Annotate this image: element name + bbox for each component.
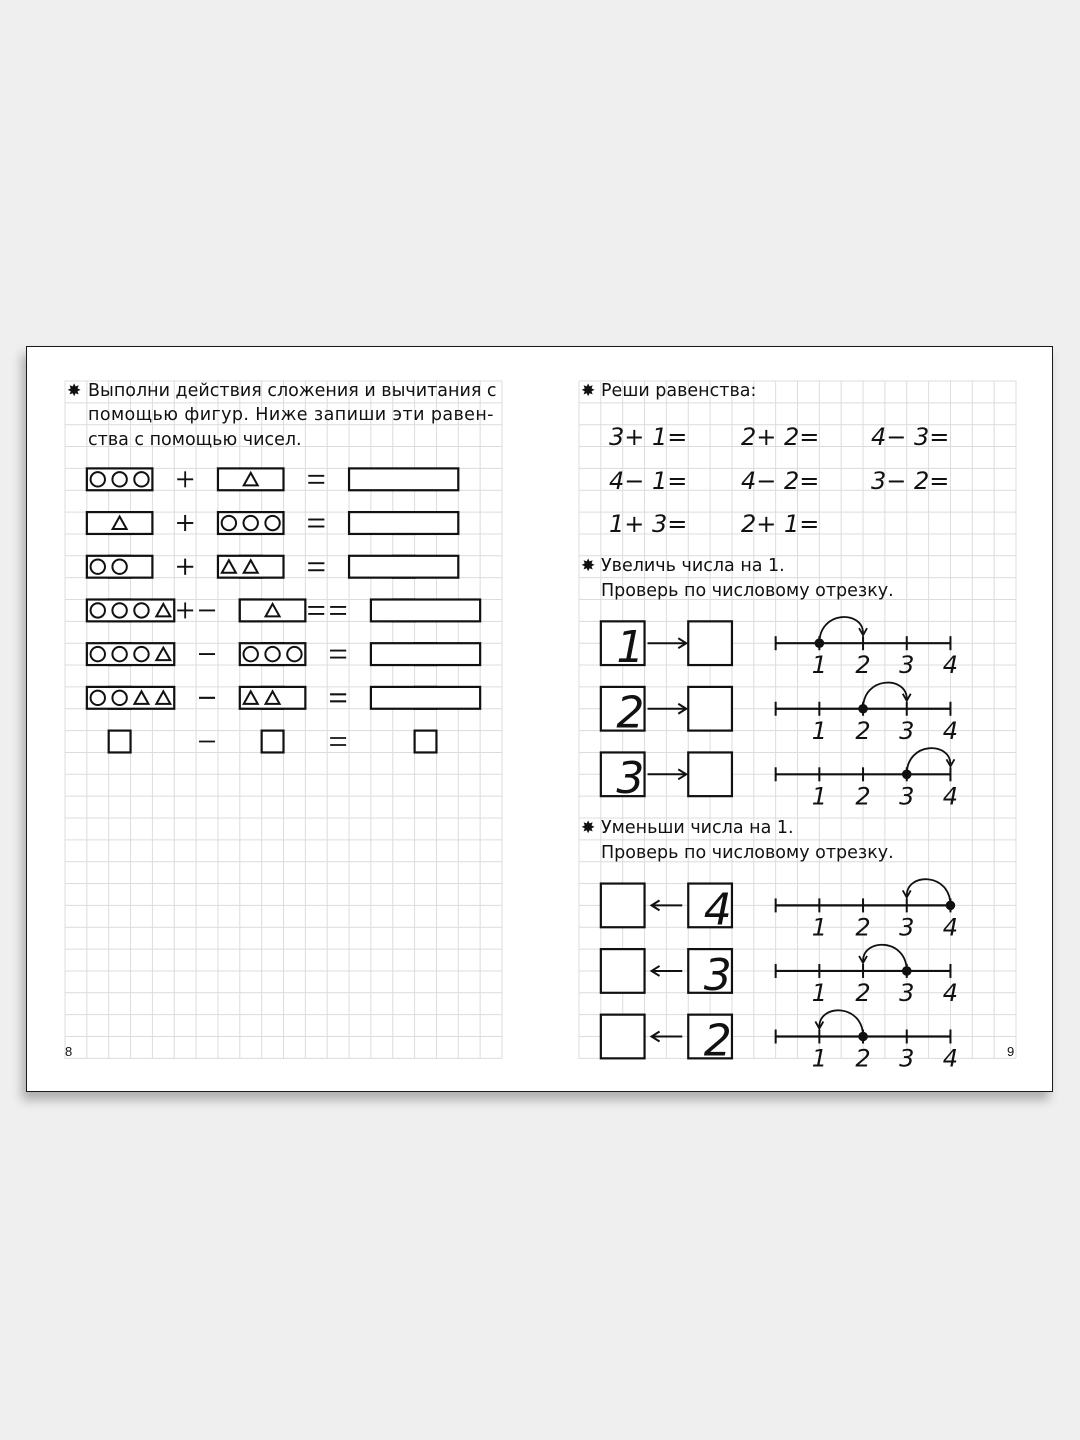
number-line-label: 4	[942, 716, 959, 745]
result-shape-box	[349, 468, 458, 490]
equals-sign	[308, 520, 324, 527]
equation: 1+ 3=	[609, 510, 688, 538]
number-line-label: 1	[811, 978, 827, 1007]
equals-sign	[308, 563, 324, 570]
task3-subtitle: Проверь по числовому отрезку.	[601, 843, 894, 863]
plus-sign	[177, 559, 193, 575]
equals-sign	[308, 607, 324, 614]
number-line-label: 3	[899, 978, 915, 1007]
equals-sign	[330, 694, 346, 701]
plus-sign	[177, 471, 193, 487]
number-line-label: 3	[899, 1044, 915, 1073]
equation: 3+ 1=	[609, 423, 688, 451]
answer-square	[109, 731, 131, 753]
left-task-line-1: Выполни действия сложения и вычитания с	[88, 381, 497, 401]
asterisk-icon: ✸	[581, 818, 596, 838]
page-number-right: 9	[1007, 1044, 1015, 1059]
number-line	[776, 748, 955, 781]
given-number: 2	[616, 687, 645, 739]
result-shape-box	[371, 600, 480, 622]
number-line-label: 4	[942, 651, 959, 680]
equals-sign	[330, 651, 346, 658]
number-line-label: 3	[899, 782, 915, 811]
result-shape-box	[349, 556, 458, 578]
number-line-label: 4	[942, 1044, 959, 1073]
number-line-label: 4	[942, 913, 959, 942]
equals-sign	[330, 651, 346, 658]
number-line-label: 2	[855, 782, 871, 811]
given-number: 3	[616, 753, 645, 805]
task2-subtitle: Проверь по числовому отрезку.	[601, 581, 894, 601]
number-line-label: 2	[855, 913, 871, 942]
asterisk-icon: ✸	[67, 381, 82, 401]
number-line-label: 2	[855, 978, 871, 1007]
answer-box	[601, 884, 645, 928]
answer-box	[688, 687, 732, 731]
given-number: 2	[703, 1015, 732, 1067]
number-line-label: 1	[811, 716, 827, 745]
answer-box	[601, 949, 645, 993]
task1-title: Реши равенства:	[601, 381, 757, 401]
plus-sign	[177, 602, 193, 618]
number-line-label: 2	[855, 1044, 871, 1073]
equals-sign	[330, 607, 346, 614]
number-line-label: 3	[899, 716, 915, 745]
asterisk-icon: ✸	[581, 381, 596, 401]
number-line-label: 4	[942, 782, 959, 811]
task3-title: Уменьши числа на 1.	[601, 818, 794, 838]
result-shape-box	[371, 687, 480, 709]
answer-box	[688, 621, 732, 665]
left-task-line-2: помощью фигур. Ниже запиши эти равен-	[88, 405, 494, 425]
equation: 4− 3=	[871, 423, 950, 451]
answer-square	[262, 731, 284, 753]
equals-sign	[308, 520, 324, 527]
number-line-label: 2	[855, 651, 871, 680]
page-number-left: 8	[65, 1044, 73, 1059]
answer-square	[415, 731, 437, 753]
equation: 2+ 1=	[741, 510, 820, 538]
result-shape-box	[349, 512, 458, 534]
number-line-label: 4	[942, 978, 959, 1007]
equation: 4− 2=	[741, 467, 820, 495]
equals-sign	[330, 738, 346, 745]
given-number: 4	[703, 884, 732, 936]
result-shape-box	[371, 643, 480, 665]
answer-box	[688, 752, 732, 796]
number-line-label: 1	[811, 1044, 827, 1073]
number-line-label: 2	[855, 716, 871, 745]
number-line-label: 3	[899, 651, 915, 680]
equals-sign	[308, 476, 324, 483]
number-line-label: 1	[811, 782, 827, 811]
number-line-label: 3	[899, 913, 915, 942]
equation: 4− 1=	[609, 467, 688, 495]
answer-box	[601, 1015, 645, 1059]
asterisk-icon: ✸	[581, 556, 596, 576]
task2-title: Увеличь числа на 1.	[601, 556, 785, 576]
given-number: 3	[703, 949, 732, 1001]
equation: 2+ 2=	[741, 423, 820, 451]
equals-sign	[308, 563, 324, 570]
number-line-label: 1	[811, 913, 827, 942]
plus-sign	[177, 515, 193, 531]
given-number: 1	[616, 622, 645, 674]
number-line-label: 1	[811, 651, 827, 680]
equation: 3− 2=	[871, 467, 950, 495]
left-task-line-3: ства с помощью чисел.	[88, 430, 302, 450]
equals-sign	[330, 694, 346, 701]
